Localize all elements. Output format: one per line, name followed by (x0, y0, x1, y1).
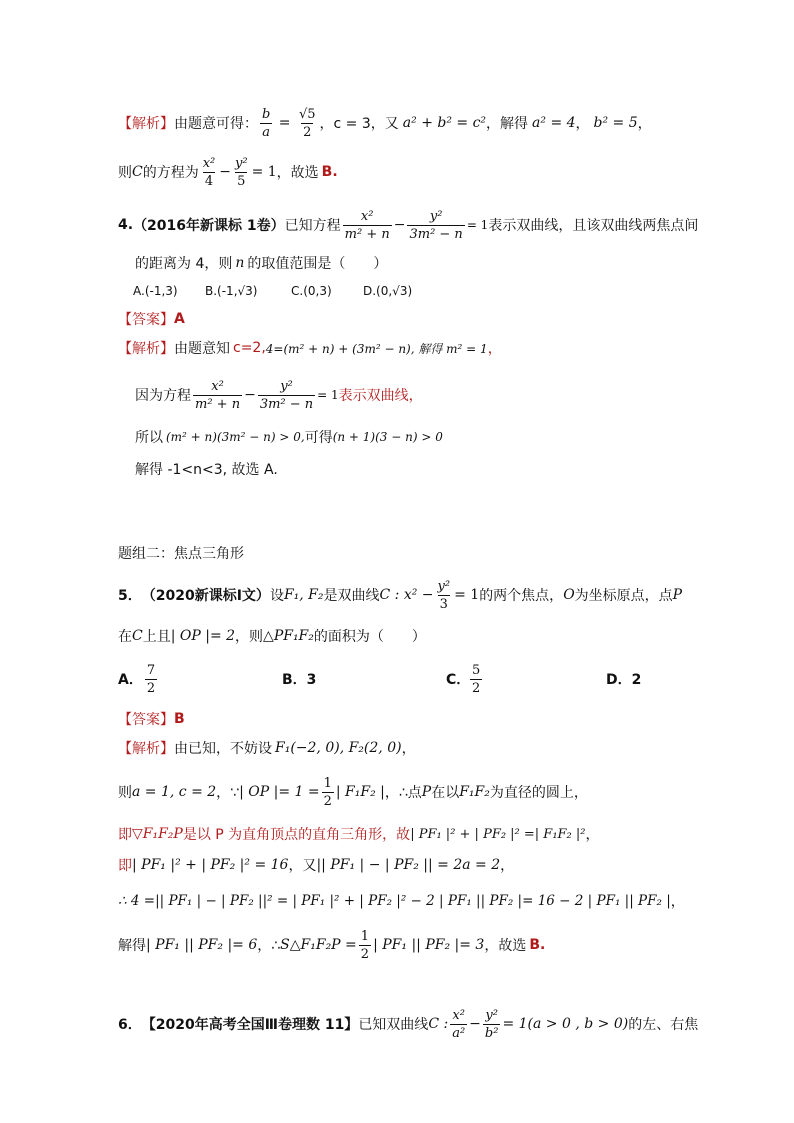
q4-analysis-line2: 因为方程 $\frac{\text{x²}}{\text{m² + n}}$ − $\frac{\text{y²}}{\text{3m² − n}}$ = 1 表示双曲线， (135, 378, 423, 412)
q5-stem-line2: 在 C 上且 | OP |= 2 ，则 △PF₁F₂ 的面积为（ ） (118, 628, 426, 645)
q5-answer: 【答案】 B (118, 711, 185, 728)
q4-answer: 【答案】 A (118, 311, 185, 328)
option-a: A． (118, 672, 143, 688)
frac-x2-4: $\frac{\text{x²}}{4}$ (202, 155, 216, 189)
q5-options: A． $\frac{7}{2}$ B．3 C． $\frac{5}{2}$ D．2 (118, 662, 642, 696)
frac-sqrt5-2: $\frac{√5}{2}$ (298, 106, 316, 140)
option-b: B．3 (282, 672, 317, 688)
q4-stem-line2: 的距离为 4，则 n 的取值范围是（ ） (135, 255, 388, 272)
q4-options (133, 281, 412, 301)
c-eq: ，c = 3，又 (319, 116, 399, 132)
q5-analysis-line6: 解得 | PF₁ || PF₂ |= 6 ，∴ S△F₁F₂P = $\frac{1}{2}$ | PF₁ || PF₂ |= 3 ，故选 B. (118, 928, 546, 962)
q3-analysis-line1: 【解析】 由题意可得： $\frac{b}{a}$ = $\frac{√5}{2}$ ，c = 3，又 a² + b² = c² ，解得 a² = 4 ， b² = 5 ， (118, 106, 652, 140)
solve-label: ，解得 (486, 116, 529, 132)
option-c: C． (446, 672, 471, 688)
option-d: D．2 (606, 672, 642, 688)
group2-title: 题组二：焦点三角形 (118, 546, 244, 562)
frac-y2-5: $\frac{\text{y²}}{5}$ (235, 155, 248, 189)
q3-analysis-line2: 则 C 的方程为 $\frac{\text{x²}}{4}$ − $\frac{\text{y²}}{5}$ = 1 ，故选 B. (118, 155, 338, 189)
q5-analysis-line5: ∴ 4 =|| PF₁ | − | PF₂ ||² = | PF₁ |² + | PF₂ |² − 2 | PF₁ || PF₂ |= 16 − 2 | PF₁ || PF₂ | ， (118, 893, 685, 910)
a2-val: a² = 4 (532, 115, 576, 131)
analysis-lead: 由题意可得： (174, 116, 258, 132)
q5-stem-line1: 5． （2020新课标Ⅰ文） 设 F₁, F₂ 是双曲线 C : x² − $\frac{\text{y²}}{3}$ = 1 的两个焦点， O 为坐标原点，点 P (118, 578, 683, 612)
q4-analysis-line4: 解得 -1<n<3, 故选 A. (135, 462, 278, 478)
option-d: D.(0,√3) (363, 284, 413, 298)
q4-stem-line1: 4. （2016年新课标 1卷） 已知方程 $\frac{\text{x²}}{\text{m² + n}}$ − $\frac{\text{y²}}{\text{3m² − n}}$ = 1 表示双曲线，且该双曲线两焦点间 (118, 208, 699, 242)
frac-b-a: $\frac{b}{a}$ (262, 106, 271, 140)
q6-stem-line1: 6． 【2020年高考全国Ⅲ卷理数 11】 已知双曲线 C : $\frac{\text{x²}}{\text{a²}}$ − $\frac{\text{y²}}{\text{b²}}$ = 1(a > 0 , b > 0) 的左、右焦 (118, 1007, 699, 1041)
q5-analysis-line1: 【解析】 由已知，不妨设 F₁(−2, 0), F₂(2, 0) ， (118, 740, 416, 757)
b2-val: b² = 5 (593, 115, 638, 131)
q5-analysis-line2: 则 a = 1, c = 2 ，∵ | OP |= 1 = $\frac{1}{2}$ | F₁F₂ | ，∴点 P 在以 F₁F₂ 为直径的圆上， (118, 775, 588, 809)
option-b: B.(-1,√3) (205, 284, 258, 298)
q4-analysis-line1: 【解析】 由题意知 c=2, 4=(m² + n) + (3m² − n), 解得 m² = 1 ， (118, 340, 502, 357)
option-a: A.(-1,3) (133, 284, 178, 298)
analysis-tag: 【解析】 (118, 116, 174, 132)
q4-analysis-line3: 所以 (m² + n)(3m² − n) > 0, 可得 (n + 1)(3 − n) > 0 (135, 430, 443, 446)
relation: a² + b² = c² (402, 115, 487, 131)
q5-analysis-line4: 即 | PF₁ |² + | PF₂ |² = 16 ，又 || PF₁ | − | PF₂ || = 2a = 2 ， (118, 857, 515, 874)
q5-analysis-line3: 即 ▽F₁F₂P 是以 P 为直角顶点的直角三角形，故 | PF₁ |² + | PF₂ |² =| F₁F₂ |² ， (118, 826, 600, 843)
option-c: C.(0,3) (291, 284, 332, 298)
